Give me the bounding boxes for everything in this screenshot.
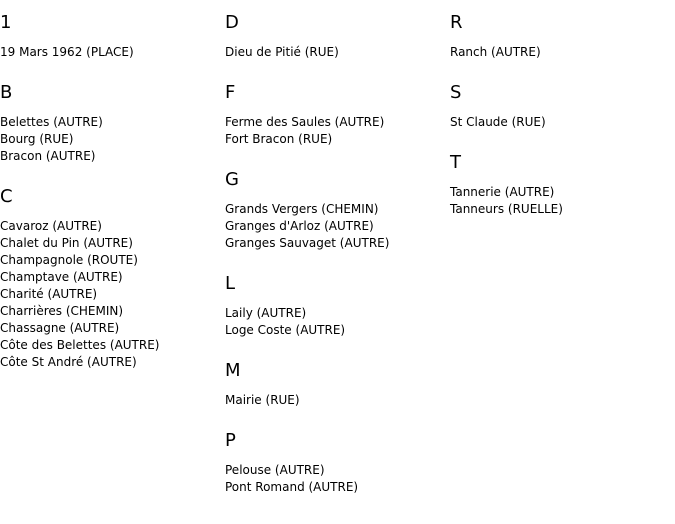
street-link[interactable]: Champagnole (ROUTE) [0,253,138,267]
list-item [225,218,450,235]
letter-heading: R [450,12,463,33]
letter-heading: T [450,152,461,173]
letter-group-g [225,157,450,252]
street-link[interactable]: Fort Bracon (RUE) [225,132,333,146]
street-link[interactable]: Chassagne (AUTRE) [0,321,120,335]
letter-group-1 [0,0,225,61]
street-list [225,201,450,252]
letter-group-r [450,0,675,61]
index-column-2 [225,0,450,505]
letter-heading: L [225,273,236,294]
street-list [0,114,225,165]
street-link[interactable]: 19 Mars 1962 (PLACE) [0,45,134,59]
street-link[interactable]: Charité (AUTRE) [0,287,98,301]
list-item [225,235,450,252]
index-column-1 [0,0,225,380]
street-link[interactable]: Côte St André (AUTRE) [0,355,137,369]
letter-heading: C [0,186,13,207]
letter-heading: D [225,12,239,33]
letter-heading: 1 [0,12,12,33]
street-list [0,218,225,371]
list-item [225,305,450,322]
street-link[interactable]: Cavaroz (AUTRE) [0,219,102,233]
street-link[interactable]: Laily (AUTRE) [225,306,307,320]
list-item [0,218,225,235]
street-list [450,114,675,131]
street-link[interactable]: Ranch (AUTRE) [450,45,541,59]
street-link[interactable]: Mairie (RUE) [225,393,300,407]
street-link[interactable]: Champtave (AUTRE) [0,270,123,284]
street-link[interactable]: Grands Vergers (CHEMIN) [225,202,379,216]
index-column-3 [450,0,675,227]
street-link[interactable]: Granges Sauvaget (AUTRE) [225,236,390,250]
letter-heading: G [225,169,239,190]
street-link[interactable]: Bracon (AUTRE) [0,149,96,163]
street-link[interactable]: St Claude (RUE) [450,115,546,129]
street-link[interactable]: Dieu de Pitié (RUE) [225,45,339,59]
list-item [450,201,675,218]
street-list [225,305,450,339]
letter-group-c [0,174,225,371]
list-item [225,479,450,496]
street-link[interactable]: Côte des Belettes (AUTRE) [0,338,160,352]
list-item [0,252,225,269]
list-item [225,462,450,479]
street-list [225,44,450,61]
street-list [0,44,225,61]
street-list [225,114,450,148]
letter-group-b [0,70,225,165]
street-link[interactable]: Chalet du Pin (AUTRE) [0,236,133,250]
list-item [0,148,225,165]
letter-group-f [225,70,450,148]
list-item [0,235,225,252]
letter-group-d [225,0,450,61]
street-link[interactable]: Belettes (AUTRE) [0,115,103,129]
letter-group-t [450,140,675,218]
list-item [0,269,225,286]
list-item [0,286,225,303]
list-item [0,114,225,131]
letter-heading: M [225,360,241,381]
list-item [0,44,225,61]
list-item [0,337,225,354]
letter-group-p [225,418,450,496]
list-item [225,114,450,131]
street-list [225,462,450,496]
letter-heading: S [450,82,462,103]
list-item [0,320,225,337]
street-list [450,184,675,218]
list-item [225,201,450,218]
letter-group-l [225,261,450,339]
letter-heading: P [225,430,236,451]
street-link[interactable]: Tanneurs (RUELLE) [450,202,563,216]
letter-heading: B [0,82,13,103]
list-item [0,131,225,148]
street-link[interactable]: Tannerie (AUTRE) [450,185,555,199]
letter-heading: F [225,82,236,103]
street-link[interactable]: Bourg (RUE) [0,132,74,146]
list-item [450,114,675,131]
list-item [225,44,450,61]
list-item [225,131,450,148]
list-item [225,322,450,339]
street-link[interactable]: Pont Romand (AUTRE) [225,480,359,494]
street-link[interactable]: Charrières (CHEMIN) [0,304,124,318]
list-item [0,354,225,371]
list-item [0,303,225,320]
list-item [225,392,450,409]
street-list [225,392,450,409]
street-link[interactable]: Ferme des Saules (AUTRE) [225,115,385,129]
list-item [450,44,675,61]
letter-group-s [450,70,675,131]
street-list [450,44,675,61]
street-link[interactable]: Granges d'Arloz (AUTRE) [225,219,374,233]
street-link[interactable]: Loge Coste (AUTRE) [225,323,346,337]
letter-group-m [225,348,450,409]
list-item [450,184,675,201]
street-link[interactable]: Pelouse (AUTRE) [225,463,325,477]
